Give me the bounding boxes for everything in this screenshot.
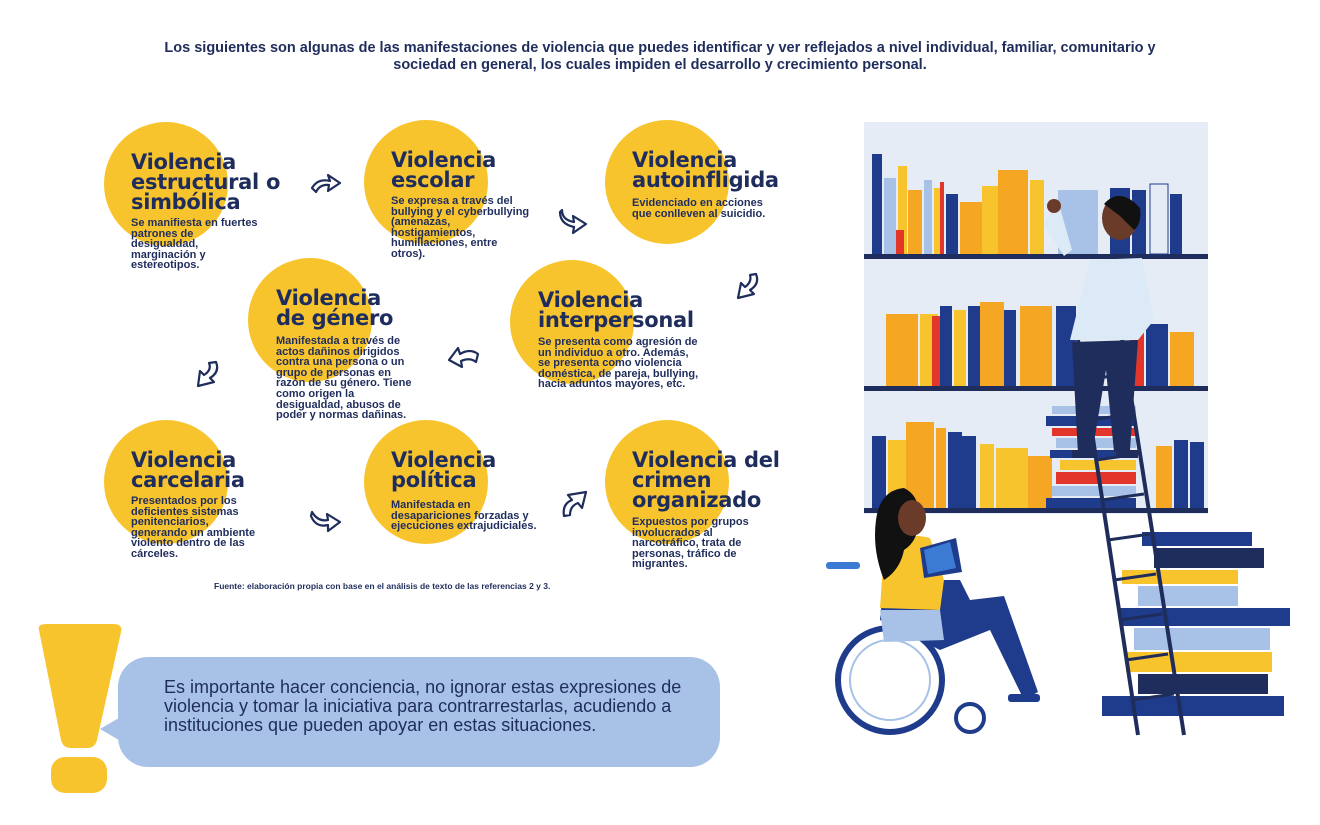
- card-text: Manifestada a través de actos dañinos dirigidos contra una persona o un grupo de personas en razón de su género. Tiene como origen la desigualdad, abusos de poder y normas dañinas.: [276, 335, 412, 422]
- exclamation-icon: [33, 622, 125, 797]
- card-text: Se expresa a través del bullying y el cyberbullying (amenazas, hostigamientos, humillaciones, entre otros).: [391, 195, 530, 260]
- card-title: Violencia estructural o simbólica: [131, 150, 281, 214]
- curved-arrow-icon: [308, 168, 344, 198]
- card-title: Violencia autoinfligida: [632, 148, 779, 192]
- curved-arrow-icon: [558, 488, 594, 518]
- card-title: Violencia interpersonal: [538, 288, 694, 332]
- curved-arrow-icon: [732, 272, 768, 302]
- card-title: Violencia política: [391, 448, 497, 492]
- card-title: Violencia del crimen organizado: [632, 448, 780, 512]
- callout-text: Es importante hacer conciencia, no ignorar estas expresiones de violencia y tomar la iniciativa para contrarrestarlas, acudiendo a instituciones que pueden apoyar en estas situaciones.: [164, 677, 682, 735]
- card-text: Se presenta como agresión de un individuo a otro. Además, se presenta como violencia doméstica, de pareja, bullying, hacia aduntos mayores, etc.: [538, 336, 699, 391]
- card-title: Violencia carcelaria: [131, 448, 245, 492]
- curved-arrow-icon: [190, 360, 226, 390]
- library-illustration: [820, 110, 1300, 750]
- curved-arrow-icon: [446, 344, 482, 374]
- source-note: Fuente: elaboración propia con base en el análisis de texto de las referencias 2 y 3.: [214, 581, 551, 591]
- curved-arrow-icon: [556, 206, 592, 236]
- card-title: Violencia escolar: [391, 148, 497, 192]
- card-text: Manifestada en desapariciones forzadas y ejecuciones extrajudiciales.: [391, 499, 537, 533]
- callout-tail: [100, 715, 124, 743]
- intro-text: Los siguientes son algunas de las manifestaciones de violencia que puedes identificar y ver reflejados a nivel individual, familiar, comunitario y sociedad en general, los cuales impiden el desarrollo y crecimiento personal.: [164, 40, 1156, 73]
- card-text: Se manifiesta en fuertes patrones de desigualdad, marginación y estereotipos.: [131, 217, 258, 272]
- card-text: Presentados por los deficientes sistemas penitenciarios, generando un ambiente violento dentro de las cárceles.: [131, 495, 256, 560]
- card-title: Violencia de género: [276, 286, 394, 330]
- curved-arrow-icon: [308, 506, 344, 536]
- card-text: Evidenciado en acciones que conlleven al suicidio.: [632, 197, 766, 220]
- card-text: Expuestos por grupos involucrados al narcotráfico, trata de personas, tráfico de migrantes.: [632, 516, 749, 571]
